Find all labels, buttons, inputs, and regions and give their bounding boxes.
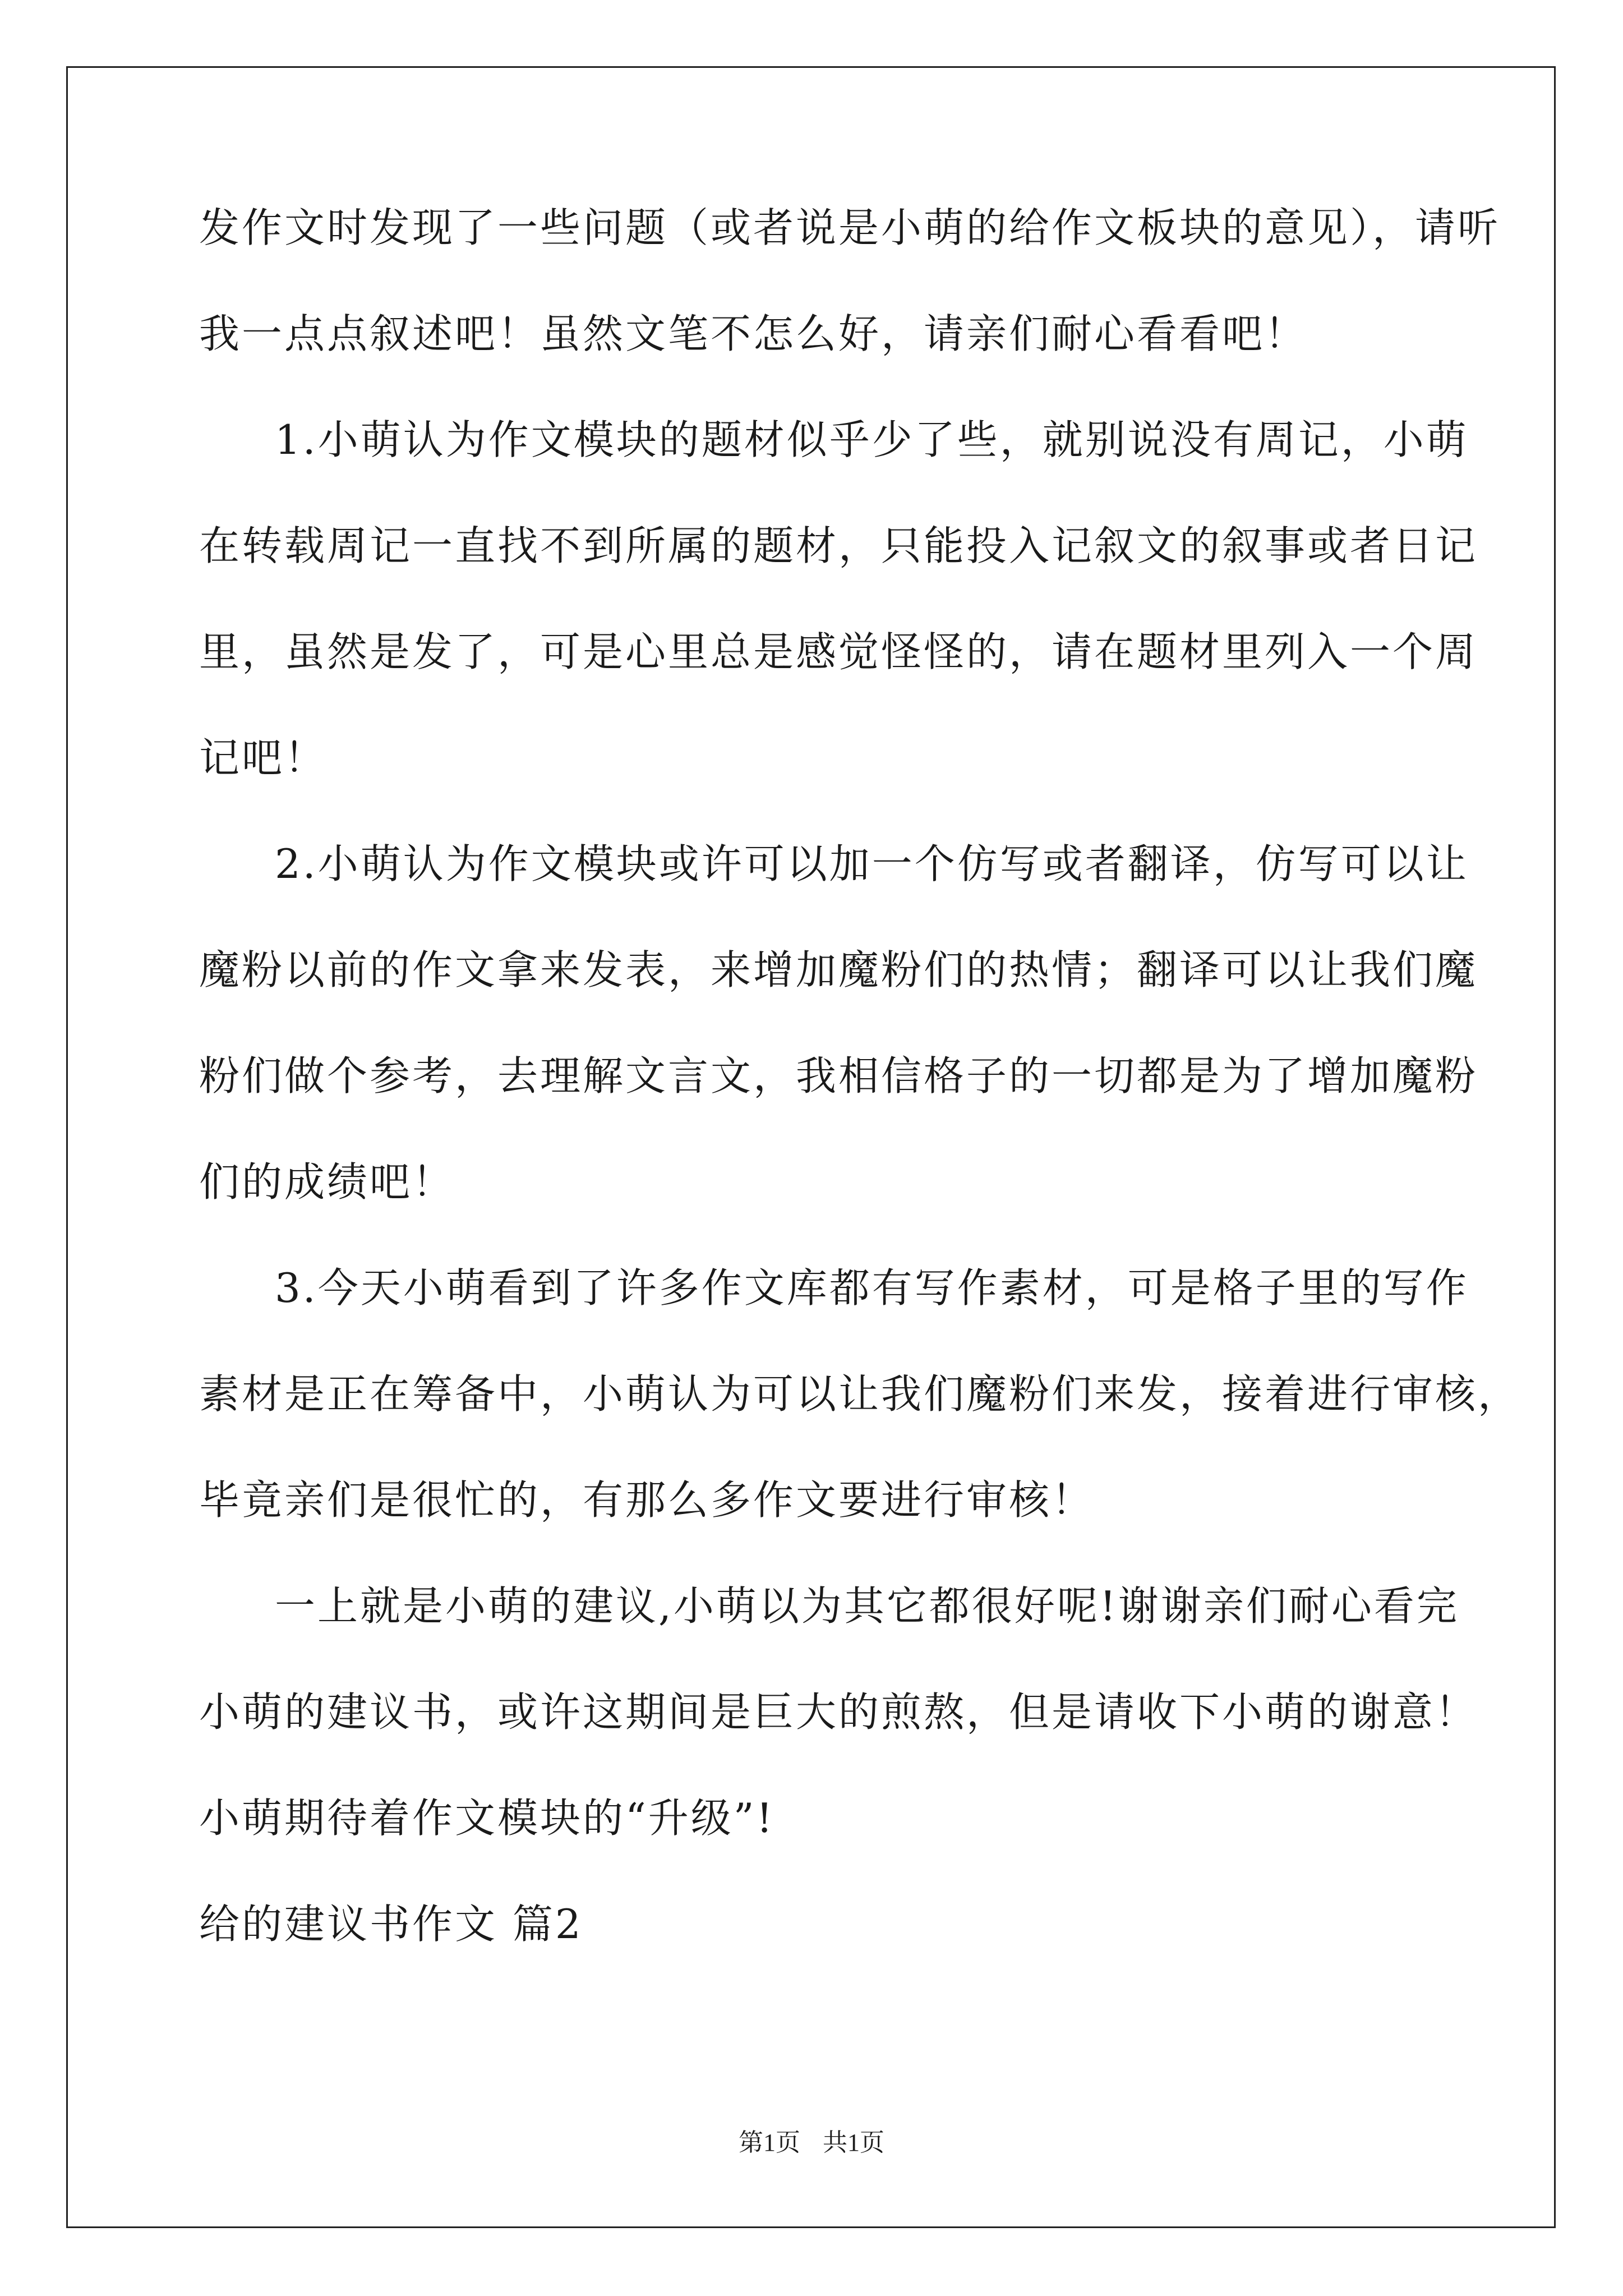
page-number: 第1页 — [739, 2129, 800, 2156]
text-line: 3.今天小萌看到了许多作文库都有写作素材，可是格子里的写作 — [275, 1264, 1469, 1312]
text-line: 记吧！ — [199, 734, 328, 781]
page-total: 共1页 — [823, 2129, 884, 2156]
page-footer — [0, 2126, 1623, 2160]
text-line: 我一点点叙述吧！虽然文笔不怎么好，请亲们耐心看看吧！ — [199, 310, 1308, 357]
text-line: 里，虽然是发了，可是心里总是感觉怪怪的，请在题材里列入一个周 — [199, 628, 1478, 675]
text-line: 魔粉以前的作文拿来发表，来增加魔粉们的热情；翻译可以让我们魔 — [199, 946, 1478, 993]
section-heading: 给的建议书作文 篇2 — [199, 1901, 583, 1948]
text-line: 毕竟亲们是很忙的，有那么多作文要进行审核！ — [199, 1476, 1095, 1524]
text-line: 发作文时发现了一些问题（或者说是小萌的给作文板块的意见），请听 — [199, 204, 1501, 251]
text-line: 2.小萌认为作文模块或许可以加一个仿写或者翻译，仿写可以让 — [275, 840, 1469, 887]
document-body — [199, 201, 1521, 2003]
text-line: 在转载周记一直找不到所属的题材，只能投入记叙文的叙事或者日记 — [199, 522, 1478, 569]
text-line: 小萌期待着作文模块的“升级”! — [199, 1795, 775, 1842]
text-line: 1.小萌认为作文模块的题材似乎少了些，就别说没有周记，小萌 — [275, 416, 1469, 463]
text-line: 小萌的建议书，或许这期间是巨大的煎熬，但是请收下小萌的谢意！ — [199, 1688, 1478, 1736]
text-line: 一上就是小萌的建议,小萌以为其它都很好呢!谢谢亲们耐心看完 — [275, 1582, 1459, 1630]
text-line: 们的成绩吧！ — [199, 1158, 455, 1205]
text-line: 粉们做个参考，去理解文言文，我相信格子的一切都是为了增加魔粉 — [199, 1052, 1478, 1099]
text-line: 素材是正在筹备中，小萌认为可以让我们魔粉们来发，接着进行审核， — [199, 1370, 1521, 1418]
